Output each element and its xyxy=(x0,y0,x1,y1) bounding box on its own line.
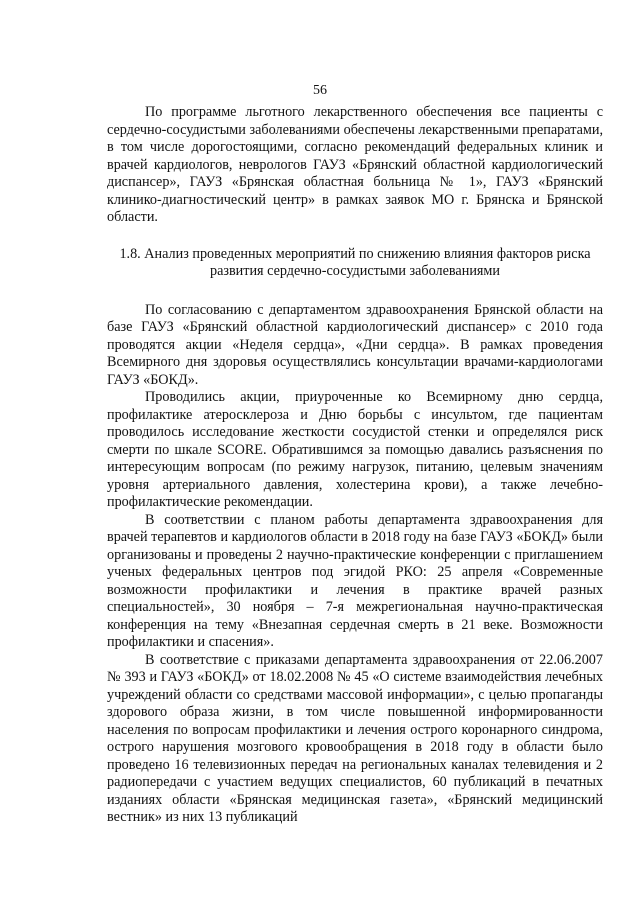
section-heading xyxy=(107,246,603,281)
body-paragraph-2: Проводились акции, приуроченные ко Всемирному дню сердца, профилактике атеросклероза и Дню борьбы с инсультом, где пациентам проводилось исследование жесткости сосудистой стенки и определялся риск смерти по шкале SCORE. Обратившимся за помощью давались разъяснения по интересующим вопросам (по режиму нагрузок, питанию, целевым значениям уровня артериального давления, холестерина крови), а также лечебно-профилактические рекомендации. xyxy=(107,389,603,510)
body-paragraph-4: В соответствие с приказами департамента здравоохранения от 22.06.2007 № 393 и ГАУЗ «БОКД» от 18.02.2008 № 45 «О системе взаимодействия лечебных учреждений области со средствами массовой информации», с целью пропаганды здорового образа жизни, в том числе повышенной информированности населения по вопросам профилактики и лечения острого коронарного синдрома, острого нарушения мозгового кровообращения в 2018 году в области было проведено 16 телевизионных передач на региональных каналах телевидения и 2 радиопередачи с участием ведущих специалистов, 60 публикаций в печатных изданиях области «Брянская медицинская газета», «Брянский медицинский вестник» из них 13 публикаций xyxy=(107,651,603,825)
section-heading-line-2: развития сердечно-сосудистыми заболеваниями xyxy=(209,263,501,279)
intro-paragraph: По программе льготного лекарственного обеспечения все пациенты с сердечно-сосудистыми заболеваниями обеспечены лекарственными препаратами, в том числе дорогостоящими, согласно рекомендаций федеральных клиник и врачей кардиологов, неврологов ГАУЗ «Брянский областной кардиологический диспансер», ГАУЗ «Брянская областная больница № 1», ГАУЗ «Брянский клинико-диагностический центр» в рамках заявок МО г. Брянска и Брянской области. xyxy=(107,104,603,225)
section-heading-line-1: 1.8. Анализ проведенных мероприятий по снижению влияния факторов риска xyxy=(119,245,591,262)
page-content xyxy=(107,104,603,827)
page-number: 56 xyxy=(313,83,327,98)
body-paragraph-3: В соответствии с планом работы департамента здравоохранения для врачей терапевтов и кардиологов области в 2018 году на базе ГАУЗ «БОКД» были организованы и проведены 2 научно-практические конференции с приглашением ученых федеральных центров под эгидой РКО: 25 апреля «Современные возможности профилактики и лечения в практике врачей разных специальностей», 30 ноября – 7-я межрегиональная научно-практическая конференция на тему «Внезапная сердечная смерть в 21 веке. Возможности профилактики и спасения». xyxy=(107,511,603,650)
body-paragraph-1: По согласованию с департаментом здравоохранения Брянской области на базе ГАУЗ «Брянский областной кардиологический диспансер» с 2010 года проводятся акции «Неделя сердца», «Дни сердца». В рамках проведения Всемирного дня здоровья осуществлялись консультации врачами-кардиологами ГАУЗ «БОКД». xyxy=(107,301,603,388)
